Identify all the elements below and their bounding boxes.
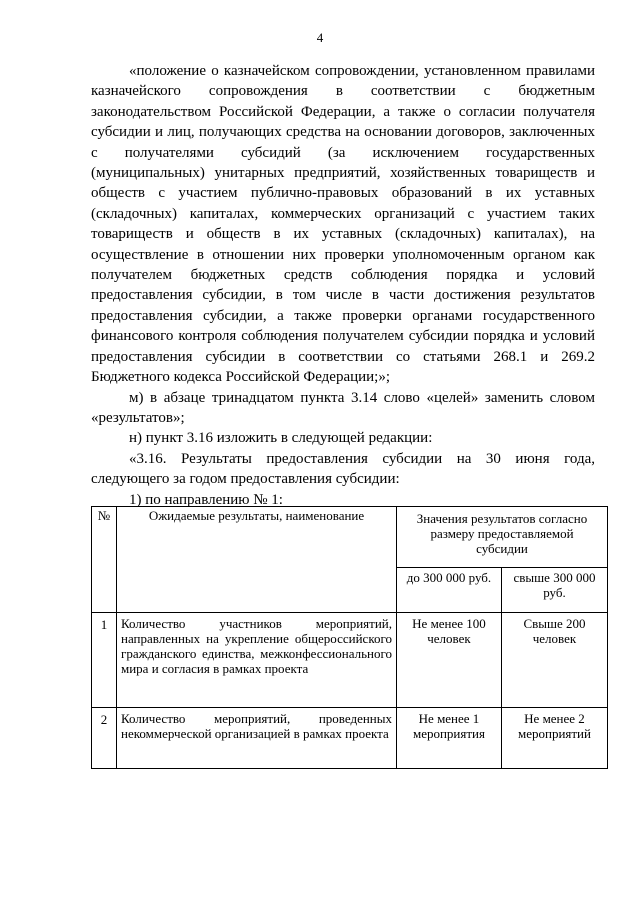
row-value-up-to-300000: Не менее 1 мероприятия [397,708,502,769]
row-result-name: Количество участников мероприятий, направленных на укрепление общероссийского гражданского единства, межконфессионального мира и согласия в рамках проекта [117,613,397,708]
row-value-up-to-300000: Не менее 100 человек [397,613,502,708]
row-result-name: Количество мероприятий, проведенных некоммерческой организацией в рамках проекта [117,708,397,769]
paragraph-direction-1: 1) по направлению № 1: [129,491,283,508]
table-row [92,708,608,769]
row-number: 2 [92,708,117,769]
header-over-300000: свыше 300 000 руб. [501,568,607,613]
results-table [91,506,608,769]
paragraph-treasury-support: «положение о казначейском сопровождении, установленном правилами казначейского сопровождения в соответствии с бюджетным законодательством Российской Федерации, а также о согласии получателя субсидии и лиц, получающих средства на основании договоров, заключенных с получателями субсидий (за исключением государственных (муниципальных) унитарных предприятий, хозяйственных товариществ и обществ с участием публично-правовых образований в их уставных (складочных) капиталах, коммерческих организаций с участием таких товариществ и обществ в их уставных (складочных) капиталах), на осуществление в отношении них проверки уполномоченным органом как получателем бюджетных средств соблюдения порядка и условий предоставления субсидии, в том числе в части достижения результатов предоставления субсидии, а также проверки органами государственного финансового контроля соблюдения получателем субсидии порядка и условий предоставления субсидии в соответствии со статьями 268.1 и 269.2 Бюджетного кодекса Российской Федерации;»; [91,63,595,386]
page-number: 4 [316,30,324,45]
table-row [92,613,608,708]
row-number: 1 [92,613,117,708]
header-result-values: Значения результатов согласно размеру предоставляемой субсидии [397,507,608,568]
header-up-to-300000: до 300 000 руб. [397,568,502,613]
paragraph-3-16: «3.16. Результаты предоставления субсидии на 30 июня года, следующего за годом предоставления субсидии: [91,450,595,488]
row-value-over-300000: Свыше 200 человек [501,613,607,708]
document-body [91,61,595,510]
paragraph-item-m: м) в абзаце тринадцатом пункта 3.14 слово «целей» заменить словом «результатов»; [91,389,595,426]
header-number: № [92,507,117,613]
table-header-row [92,507,608,568]
header-expected-results: Ожидаемые результаты, наименование [117,507,397,613]
paragraph-item-n: н) пункт 3.16 изложить в следующей редакции: [129,430,433,447]
row-value-over-300000: Не менее 2 мероприятий [501,708,607,769]
